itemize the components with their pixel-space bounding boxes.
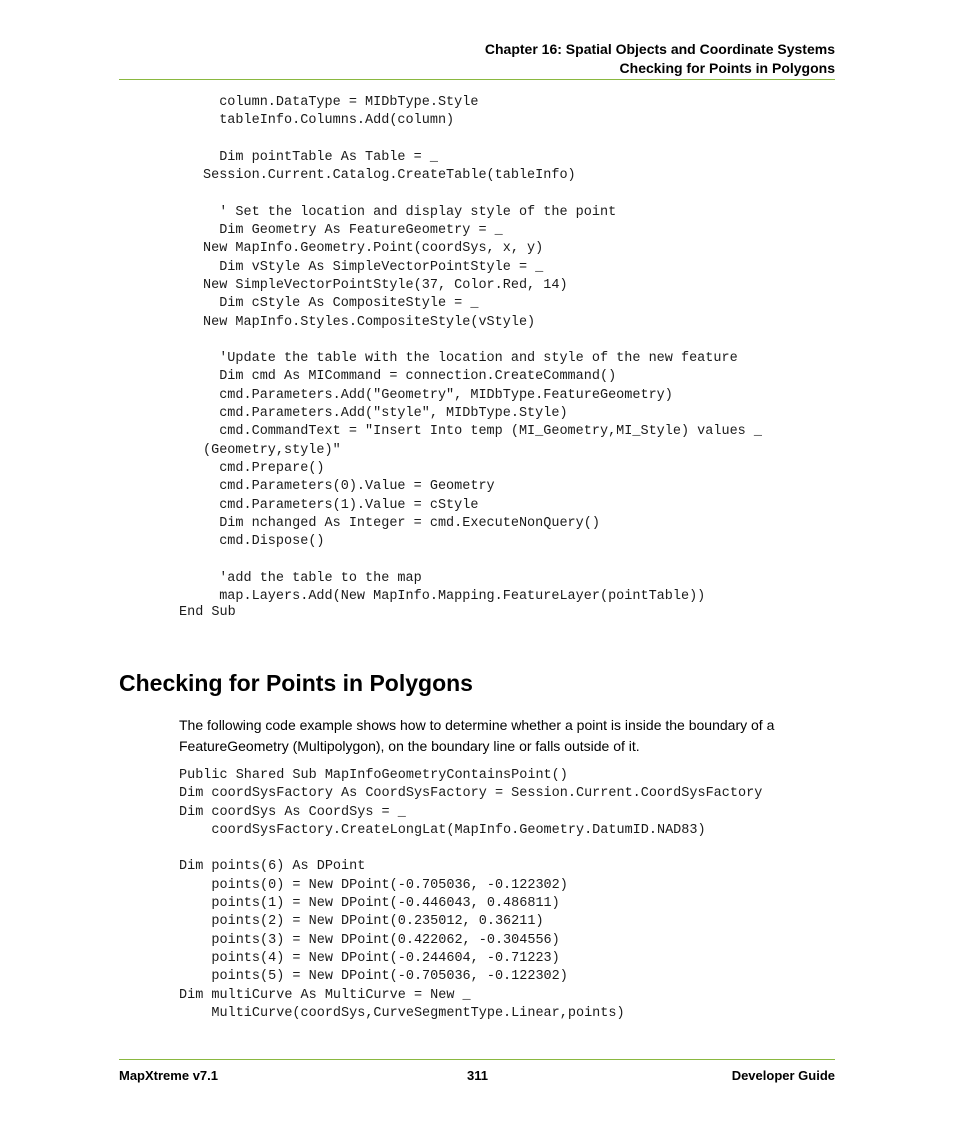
footer-guide: Developer Guide [731, 1068, 835, 1083]
footer-rule [119, 1059, 835, 1060]
page-number: 311 [467, 1068, 488, 1083]
chapter-title: Chapter 16: Spatial Objects and Coordinate Systems [484, 41, 835, 57]
section-heading: Checking for Points in Polygons [119, 670, 473, 696]
code-block-1: column.DataType = MIDbType.Style tableInfo.Columns.Add(column) Dim pointTable As Table = _ Session.Current.Catalog.CreateTable(tableInfo) ' Set the location and display style of the point Dim Geometry As FeatureGeometry = _ New MapInfo.Geometry.Point(coordSys, x, y) Dim vStyle As SimpleVectorPointStyle = _ New SimpleVectorPointStyle(37, Color.Red, 14) Dim cStyle As CompositeStyle = _ New MapInfo.Styles.CompositeStyle(vStyle) 'Update the table with the location and style of the new feature Dim cmd As MICommand = connection.CreateCommand() cmd.Parameters.Add("Geometry", MIDbType.FeatureGeometry) cmd.Parameters.Add("style", MIDbType.Style) cmd.CommandText = "Insert Into temp (MI_Geometry,MI_Style) values _ (Geometry,style)" cmd.Prepare() cmd.Parameters(0).Value = Geometry cmd.Parameters(1).Value = cStyle Dim nchanged As Integer = cmd.ExecuteNonQuery() cmd.Dispose() 'add the table to the map map.Layers.Add(New MapInfo.Mapping.FeatureLayer(pointTable)) [203, 95, 762, 605]
body-paragraph: The following code example shows how to determine whether a point is inside the boundary of a FeatureGeometry (Multipolygon), on the boundary line or falls outside of it. [179, 717, 775, 754]
end-sub-line: End Sub [179, 605, 236, 620]
header-rule [119, 79, 835, 80]
section-title: Checking for Points in Polygons [619, 60, 835, 76]
footer-product: MapXtreme v7.1 [119, 1068, 218, 1083]
code-block-2: Public Shared Sub MapInfoGeometryContainsPoint() Dim coordSysFactory As CoordSysFactory = Session.Current.CoordSysFactory Dim coordSys As CoordSys = _ coordSysFactory.CreateLongLat(MapInfo.Geometry.DatumID.NAD83) Dim points(6) As DPoint points(0) = New DPoint(-0.705036, -0.122302) points(1) = New DPoint(-0.446043, 0.486811) points(2) = New DPoint(0.235012, 0.36211) points(3) = New DPoint(0.422062, -0.304556) points(4) = New DPoint(-0.244604, -0.71223) points(5) = New DPoint(-0.705036, -0.122302) Dim multiCurve As MultiCurve = New _ MultiCurve(coordSys,CurveSegmentType.Linear,points) [179, 768, 763, 1021]
